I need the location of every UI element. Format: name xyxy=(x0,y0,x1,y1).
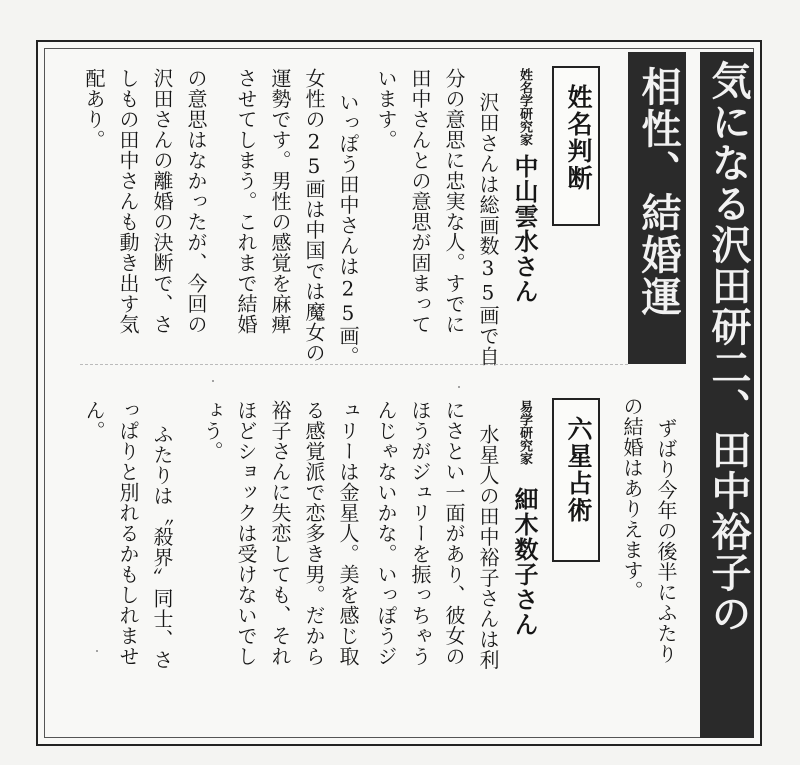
seimei-line-7: 運勢です。男性の感覚を麻痺 xyxy=(268,68,292,335)
author-line-rokusei xyxy=(510,400,539,637)
headline-band-2 xyxy=(628,52,686,364)
author-name-rokusei: 細木数子さん xyxy=(510,487,539,637)
rokusei-line-9: ょう。 xyxy=(200,400,224,462)
rokusei-line-6: る感覚派で恋多き男。だから xyxy=(302,400,326,667)
rokusei-line-5: ュリーは金星人。美を感じ取 xyxy=(336,400,360,667)
seimei-line-2: 分の意思に忠実な人。すでに xyxy=(442,68,466,335)
seimei-line-1: 沢田さんは総画数35画で自 xyxy=(476,92,500,367)
rokusei-line-3: ほうがジュリーを振っちゃう xyxy=(408,400,432,667)
rokusei-line-12: ん。 xyxy=(82,400,106,441)
rokusei-line-8: ほどショックは受けないでし xyxy=(234,400,258,667)
rokusei-line-7: 裕子さんに失恋しても、それ xyxy=(268,400,292,667)
seimei-line-4: います。 xyxy=(374,68,398,150)
section-heading-rokusei: 六星占術 xyxy=(564,416,593,524)
headline-line-2: 相性、結婚運 xyxy=(635,66,682,318)
section-divider xyxy=(80,364,628,365)
author-role-rokusei: 易学研究家 xyxy=(517,400,532,465)
seimei-line-10: 沢田さんの離婚の決断で、さ xyxy=(150,68,174,335)
scan-speck xyxy=(458,386,460,388)
headline-line-1: 気になる沢田研二、田中裕子の xyxy=(705,60,752,634)
seimei-line-5: いっぽう田中さんは25画。 xyxy=(336,92,360,367)
section-heading-box-seimei xyxy=(552,66,600,226)
author-role-seimei: 姓名学研究家 xyxy=(517,68,532,146)
headline-band-1 xyxy=(700,52,754,738)
seimei-line-9: の意思はなかったが、今回の xyxy=(184,68,208,335)
author-name-seimei: 中山雲水さん xyxy=(510,154,539,304)
scan-speck xyxy=(96,650,98,652)
seimei-line-3: 田中さんとの意思が固まって xyxy=(408,68,432,335)
rokusei-intro-line-2: の結婚はありえます。 xyxy=(620,396,644,601)
scan-speck xyxy=(212,380,214,382)
seimei-line-12: 配あり。 xyxy=(82,68,106,150)
author-line-seimei xyxy=(510,68,539,304)
rokusei-line-4: んじゃないかな。いっぽうジ xyxy=(374,400,398,667)
rokusei-line-10: ふたりは〝殺界〟同士、さ xyxy=(150,424,174,670)
rokusei-line-11: っぱりと別れるかもしれませ xyxy=(116,400,140,667)
seimei-line-8: させてしまう。これまで結婚 xyxy=(234,68,258,335)
section-heading-seimei: 姓名判断 xyxy=(564,84,593,192)
rokusei-line-2: にさとい一面があり、彼女の xyxy=(442,400,466,667)
rokusei-intro-line-1: ずばり今年の後半にふたり xyxy=(654,418,678,664)
seimei-line-11: しもの田中さんも動き出す気 xyxy=(116,68,140,335)
seimei-line-6: 女性の25画は中国では魔女の xyxy=(302,68,326,363)
rokusei-line-1: 水星人の田中裕子さんは利 xyxy=(476,424,500,670)
section-heading-box-rokusei xyxy=(552,398,600,562)
